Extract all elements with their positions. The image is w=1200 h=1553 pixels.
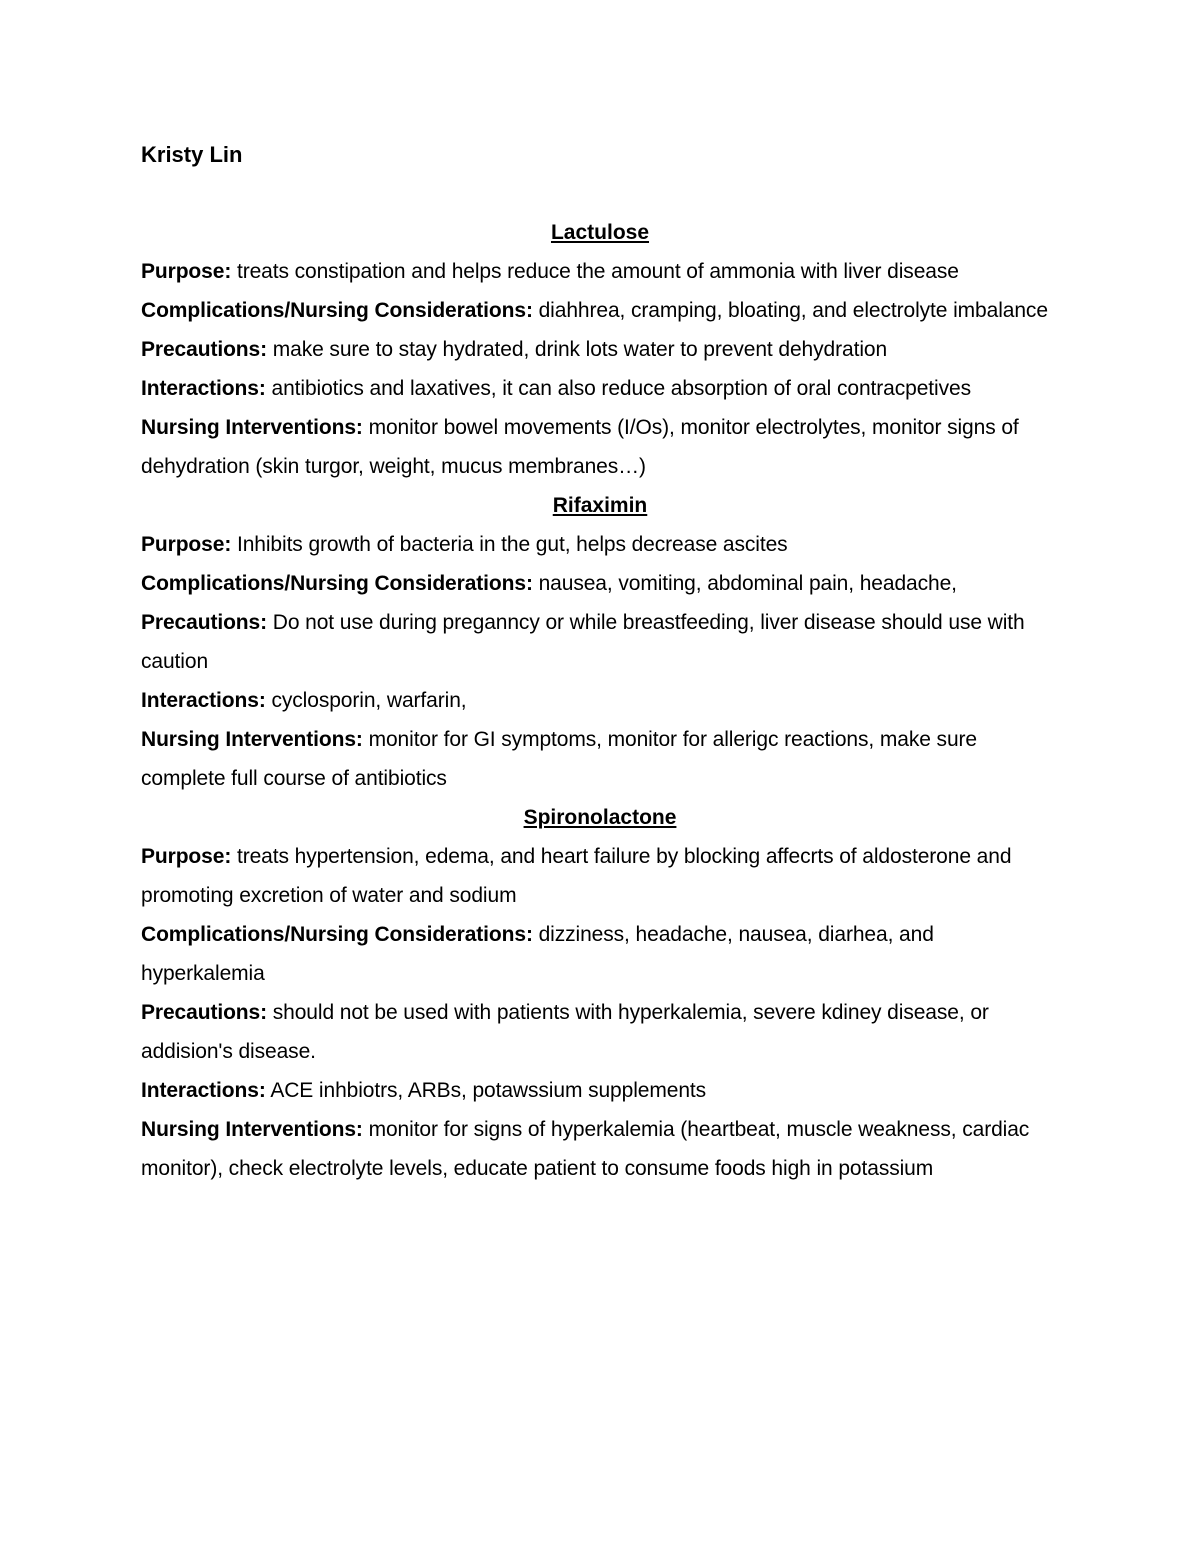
spacer — [141, 173, 1059, 213]
purpose-field — [141, 525, 1059, 564]
field-text: antibiotics and laxatives, it can also reduce absorption of oral contracpetives — [271, 377, 971, 400]
interactions-field — [141, 681, 1059, 720]
nursing-interventions-field — [141, 1110, 1059, 1188]
complications-field — [141, 291, 1059, 330]
drug-section-rifaximin — [141, 486, 1059, 798]
precautions-field — [141, 603, 1059, 681]
field-text: nausea, vomiting, abdominal pain, headache, — [538, 572, 957, 595]
field-label: Purpose: — [141, 845, 232, 868]
document-page — [141, 137, 1059, 1188]
field-label: Nursing Interventions: — [141, 416, 363, 439]
drug-section-spironolactone — [141, 798, 1059, 1188]
interactions-field — [141, 1071, 1059, 1110]
field-text: make sure to stay hydrated, drink lots water to prevent dehydration — [272, 338, 888, 361]
field-text: treats hypertension, edema, and heart failure by blocking affecrts of aldosterone and promoting excretion of water and sodium — [141, 845, 1012, 907]
field-text: Inhibits growth of bacteria in the gut, helps decrease ascites — [236, 533, 788, 556]
field-text: cyclosporin, warfarin, — [271, 689, 467, 712]
purpose-field — [141, 837, 1059, 915]
field-text: ACE inhbiotrs, ARBs, potawssium supplements — [270, 1079, 707, 1102]
precautions-field — [141, 993, 1059, 1071]
purpose-field — [141, 252, 1059, 291]
field-text: monitor bowel movements (I/Os), monitor electrolytes, monitor signs of dehydration (skin turgor, weight, mucus membranes…) — [141, 416, 1019, 478]
field-label: Purpose: — [141, 533, 232, 556]
drug-title: Spironolactone — [523, 806, 677, 829]
nursing-interventions-field — [141, 408, 1059, 486]
field-label: Interactions: — [141, 1079, 266, 1102]
field-label: Nursing Interventions: — [141, 1118, 363, 1141]
field-label: Precautions: — [141, 1001, 267, 1024]
drug-title: Lactulose — [550, 221, 650, 244]
interactions-field — [141, 369, 1059, 408]
complications-field — [141, 564, 1059, 603]
field-text: diahhrea, cramping, bloating, and electrolyte imbalance — [538, 299, 1048, 322]
field-label: Complications/Nursing Considerations: — [141, 572, 533, 595]
field-label: Interactions: — [141, 689, 266, 712]
field-label: Complications/Nursing Considerations: — [141, 299, 533, 322]
drug-section-lactulose — [141, 213, 1059, 486]
field-text: dizziness, headache, nausea, diarhea, and hyperkalemia — [141, 923, 934, 985]
complications-field — [141, 915, 1059, 993]
drug-title: Rifaximin — [552, 494, 648, 517]
precautions-field — [141, 330, 1059, 369]
field-label: Complications/Nursing Considerations: — [141, 923, 533, 946]
field-label: Precautions: — [141, 611, 267, 634]
field-text: treats constipation and helps reduce the amount of ammonia with liver disease — [236, 260, 959, 283]
field-label: Precautions: — [141, 338, 267, 361]
author-name: Kristy Lin — [141, 142, 243, 167]
nursing-interventions-field — [141, 720, 1059, 798]
field-text: should not be used with patients with hyperkalemia, severe kdiney disease, or addision's disease. — [141, 1001, 989, 1063]
field-label: Interactions: — [141, 377, 266, 400]
field-label: Nursing Interventions: — [141, 728, 363, 751]
field-text: monitor for signs of hyperkalemia (heartbeat, muscle weakness, cardiac monitor), check electrolyte levels, educate patient to consume foods high in potassium — [141, 1118, 1030, 1180]
field-label: Purpose: — [141, 260, 232, 283]
field-text: monitor for GI symptoms, monitor for allerigc reactions, make sure complete full course of antibiotics — [141, 728, 978, 790]
field-text: Do not use during preganncy or while breastfeeding, liver disease should use with caution — [141, 611, 1025, 673]
